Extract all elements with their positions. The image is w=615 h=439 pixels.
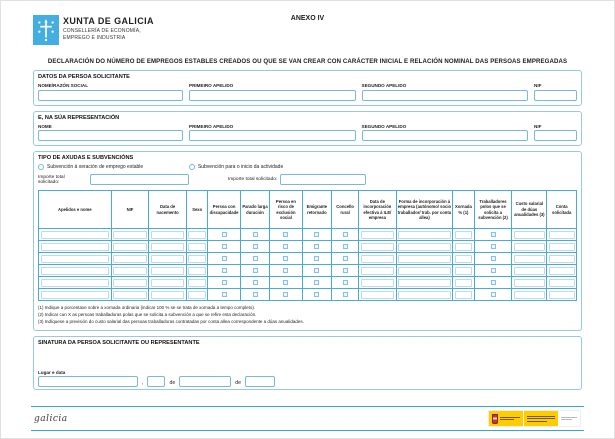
row-text-input[interactable] (549, 279, 575, 287)
place-input[interactable] (38, 376, 138, 387)
row-checkbox[interactable] (222, 268, 227, 273)
month-input[interactable] (179, 376, 231, 387)
row-text-input[interactable] (151, 255, 185, 263)
row-checkbox[interactable] (283, 244, 288, 249)
row-checkbox[interactable] (283, 292, 288, 297)
row-checkbox[interactable] (283, 280, 288, 285)
rep-surname2-input[interactable] (362, 130, 529, 141)
row-checkbox[interactable] (314, 292, 319, 297)
row-text-input[interactable] (361, 255, 395, 263)
radio-subvencion-inicio-actividade-label: Subvención para o inicio da actividade (197, 164, 284, 170)
row-checkbox[interactable] (253, 268, 258, 273)
year-input[interactable] (245, 376, 275, 387)
row-text-input[interactable] (361, 267, 395, 275)
column-header: NIF (111, 191, 149, 229)
page-footer (31, 406, 584, 431)
row-text-input[interactable] (41, 279, 110, 287)
row-checkbox[interactable] (491, 256, 496, 261)
row-checkbox[interactable] (491, 232, 496, 237)
radio-subvencion-inicio-actividade[interactable] (189, 164, 195, 170)
footer-bottom-rule (31, 430, 584, 431)
radio-subvencion-emprego-estable[interactable] (38, 164, 44, 170)
row-text-input[interactable] (455, 255, 473, 263)
section-applicant-title: DATOS DA PERSOA SOLICITANTE (38, 74, 130, 80)
row-text-input[interactable] (113, 255, 147, 263)
row-checkbox[interactable] (253, 232, 258, 237)
row-text-input[interactable] (455, 243, 473, 251)
section-representation (33, 111, 582, 147)
employee-row (39, 241, 577, 253)
importe-label-2: Importe total solicitado: (227, 177, 278, 182)
row-text-input[interactable] (514, 267, 545, 275)
row-checkbox[interactable] (253, 256, 258, 261)
row-text-input[interactable] (113, 291, 147, 299)
rep-nif-label: NIF (534, 123, 542, 129)
row-text-input[interactable] (398, 291, 450, 299)
applicant-nif-input[interactable] (534, 90, 577, 101)
row-text-input[interactable] (41, 255, 110, 263)
row-checkbox[interactable] (343, 292, 348, 297)
applicant-surname1-input[interactable] (189, 90, 356, 101)
row-checkbox[interactable] (491, 244, 496, 249)
section-applicant (33, 70, 582, 106)
section-signature (33, 336, 582, 390)
row-text-input[interactable] (41, 291, 110, 299)
footnote-1: (1) Indique a porcentaxe sobre a xornada ordinaria (indicar 100 % se se trata de xornada a tempo completo). (38, 305, 256, 310)
row-checkbox[interactable] (314, 280, 319, 285)
row-checkbox[interactable] (491, 268, 496, 273)
row-checkbox[interactable] (314, 268, 319, 273)
row-checkbox[interactable] (491, 280, 496, 285)
row-text-input[interactable] (549, 243, 575, 251)
column-header: Data de nacemento (149, 191, 187, 229)
footnote-2: (2) Indicar cun X as persoas traballadoras polas que se solicita a subvención a que se refire esta declaración. (38, 311, 257, 317)
row-text-input[interactable] (188, 279, 206, 287)
applicant-nif-label: NIF (534, 83, 542, 88)
row-text-input[interactable] (113, 267, 147, 275)
column-header: Emigrante retornado (302, 191, 332, 229)
row-checkbox[interactable] (222, 232, 227, 237)
row-checkbox[interactable] (343, 280, 348, 285)
row-text-input[interactable] (549, 255, 575, 263)
applicant-name-label: NOME/RAZÓN SOCIAL (38, 83, 89, 88)
row-checkbox[interactable] (343, 232, 348, 237)
employee-row (39, 277, 577, 289)
rep-surname1-input[interactable] (189, 130, 356, 141)
row-text-input[interactable] (41, 243, 110, 251)
rep-nif-input[interactable] (534, 130, 577, 141)
galicia-logo: galicia (34, 413, 68, 424)
row-text-input[interactable] (151, 231, 185, 239)
employees-table-body (39, 229, 577, 301)
row-text-input[interactable] (41, 267, 110, 275)
employee-row (39, 253, 577, 265)
de-separator-1: de (169, 379, 176, 386)
row-checkbox[interactable] (343, 244, 348, 249)
row-checkbox[interactable] (253, 280, 258, 285)
importe-input-2[interactable] (280, 174, 366, 185)
column-header: Sexo (186, 191, 208, 229)
row-checkbox[interactable] (343, 268, 348, 273)
rep-name-input[interactable] (38, 130, 183, 141)
column-header: Apelidos e nome (39, 191, 112, 229)
row-text-input[interactable] (188, 267, 206, 275)
row-checkbox[interactable] (491, 292, 496, 297)
brand-subtitle-line2: EMPREGO E INDUSTRIA (63, 35, 126, 41)
spain-government-logo (488, 410, 581, 427)
row-text-input[interactable] (549, 267, 575, 275)
column-header: Persoa en risco de exclusión social (270, 191, 302, 229)
row-text-input[interactable] (361, 291, 395, 299)
annex-label: ANEXO IV (290, 15, 325, 22)
de-separator-2: de (235, 379, 242, 386)
row-checkbox[interactable] (253, 244, 258, 249)
row-text-input[interactable] (514, 231, 545, 239)
row-checkbox[interactable] (283, 256, 288, 261)
row-text-input[interactable] (151, 267, 185, 275)
row-text-input[interactable] (113, 279, 147, 287)
row-checkbox[interactable] (222, 256, 227, 261)
applicant-surname1-label: PRIMEIRO APELIDO (189, 83, 234, 88)
day-input[interactable] (147, 376, 165, 387)
santiago-cross-icon (36, 18, 56, 42)
row-checkbox[interactable] (253, 292, 258, 297)
row-text-input[interactable] (549, 291, 575, 299)
column-header: Custo salarial de dúas anualidades (3) (512, 191, 547, 229)
employee-row (39, 265, 577, 277)
applicant-surname2-label: SEGUNDO APELIDO (361, 83, 407, 88)
section-aid-types-title: TIPO DE AXUDAS E SUBVENCIÓNS (38, 155, 134, 161)
row-checkbox[interactable] (314, 232, 319, 237)
row-text-input[interactable] (151, 243, 185, 251)
section-aid-types (33, 151, 582, 331)
row-text-input[interactable] (151, 279, 185, 287)
row-text-input[interactable] (361, 231, 395, 239)
row-text-input[interactable] (361, 279, 395, 287)
column-header: Traballadores polos que se solicita a subvención (2) (474, 191, 512, 229)
row-text-input[interactable] (113, 231, 147, 239)
row-text-input[interactable] (455, 279, 473, 287)
brand-title: XUNTA DE GALICIA (63, 16, 154, 26)
employees-table (38, 190, 577, 301)
row-text-input[interactable] (514, 291, 545, 299)
row-checkbox[interactable] (283, 268, 288, 273)
row-text-input[interactable] (398, 279, 450, 287)
spain-coat-of-arms-icon (492, 414, 498, 424)
employee-row (39, 229, 577, 241)
row-text-input[interactable] (398, 255, 450, 263)
column-header: Parado larga duración (240, 191, 270, 229)
applicant-name-input[interactable] (38, 90, 183, 101)
row-text-input[interactable] (455, 291, 473, 299)
footnote-3: (3) Indíquese a previsión do custo salarial das persoas traballadoras contratadas por conta allea correspondente a dúas anualidades. (38, 318, 304, 324)
applicant-surname2-input[interactable] (362, 90, 529, 101)
row-text-input[interactable] (398, 267, 450, 275)
page-header (33, 15, 582, 51)
employee-row (39, 289, 577, 301)
importe-input-1[interactable] (90, 174, 189, 185)
row-text-input[interactable] (455, 267, 473, 275)
importe-label-1: Importe total solicitado: (38, 174, 65, 185)
row-checkbox[interactable] (222, 292, 227, 297)
rep-surname1-label: PRIMEIRO APELIDO (189, 123, 234, 129)
radio-subvencion-emprego-estable-label: Subvención á xeración de emprego estable (47, 164, 144, 170)
column-header: Persoa con discapacidade (208, 191, 240, 229)
row-checkbox[interactable] (222, 244, 227, 249)
column-header: Xornada % (1) (453, 191, 475, 229)
row-checkbox[interactable] (222, 280, 227, 285)
row-checkbox[interactable] (283, 232, 288, 237)
row-checkbox[interactable] (314, 256, 319, 261)
section-signature-title: SINATURA DA PERSOA SOLICITANTE OU REPRESENTANTE (38, 339, 200, 346)
row-text-input[interactable] (188, 291, 206, 299)
column-header: Data de incorporación efectiva á ILE/ empresa (359, 191, 397, 229)
column-header: Conta solicitada (547, 191, 577, 229)
row-text-input[interactable] (455, 231, 473, 239)
row-text-input[interactable] (113, 243, 147, 251)
brand-subtitle-line1: CONSELLERÍA DE ECONOMÍA, (63, 27, 141, 34)
row-text-input[interactable] (514, 243, 545, 251)
row-text-input[interactable] (188, 243, 206, 251)
row-checkbox[interactable] (343, 256, 348, 261)
column-header: Concello rural (332, 191, 359, 229)
form-title: DECLARACIÓN DO NÚMERO DE EMPREGOS ESTABLES CREADOS OU QUE SE VAN CREAR CON CARÁCTER INICIAL E RELACIÓN NOMINAL DAS PERSOAS EMPREGADAS (47, 58, 568, 65)
row-text-input[interactable] (514, 279, 545, 287)
rep-surname2-label: SEGUNDO APELIDO (361, 123, 407, 129)
row-text-input[interactable] (41, 231, 110, 239)
row-text-input[interactable] (398, 243, 450, 251)
row-checkbox[interactable] (314, 244, 319, 249)
comma-separator: , (142, 379, 144, 386)
row-text-input[interactable] (398, 231, 450, 239)
row-text-input[interactable] (151, 291, 185, 299)
rep-name-label: NOME (38, 123, 52, 129)
xunta-logo (33, 15, 59, 45)
place-date-label: Lugar e data (38, 369, 66, 375)
row-text-input[interactable] (188, 231, 206, 239)
section-representation-title: E, NA SÚA REPRESENTACIÓN (38, 114, 120, 121)
row-text-input[interactable] (514, 255, 545, 263)
row-text-input[interactable] (549, 231, 575, 239)
row-text-input[interactable] (188, 255, 206, 263)
column-header: Forma de incorporación á empresa (autónomo/ socio traballador/ trab. por conta allea) (396, 191, 452, 229)
row-text-input[interactable] (361, 243, 395, 251)
